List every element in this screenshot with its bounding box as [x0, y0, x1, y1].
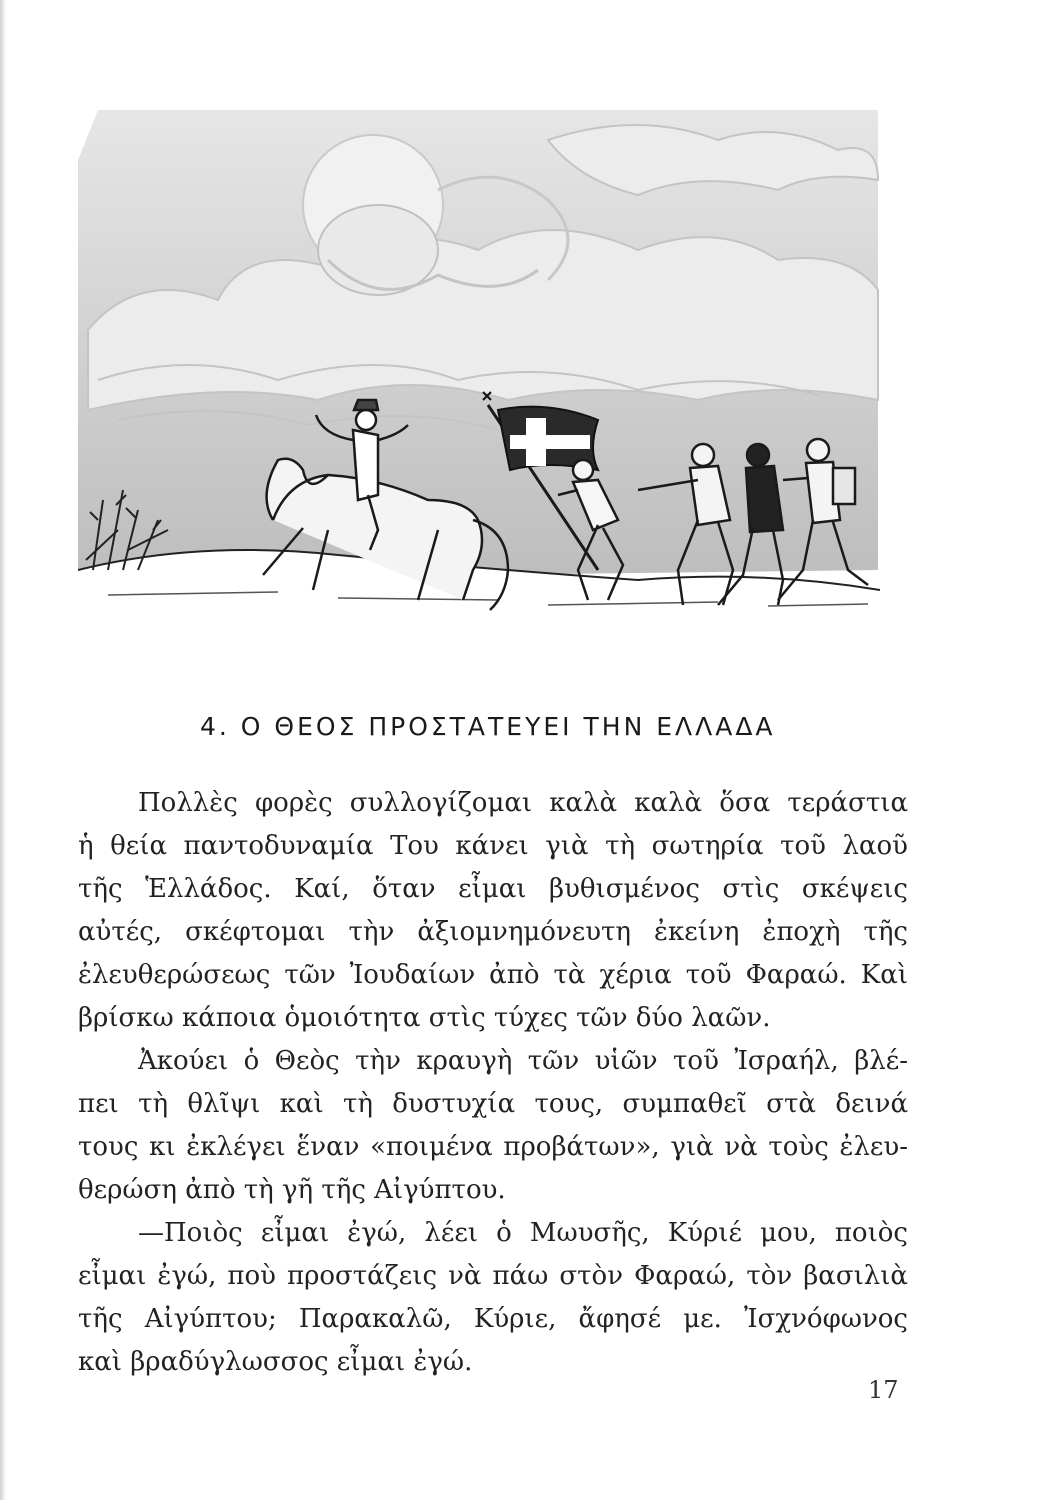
- text-line: εἶμαι ἐγώ, ποὺ προστάζεις νὰ πάω στὸν Φαραώ, τὸν βασιλιὰ: [78, 1261, 908, 1291]
- paragraph-2: [78, 1040, 908, 1212]
- text-line: Πολλὲς φορὲς συλλογίζομαι καλὰ καλὰ ὅσα τεράστια: [138, 788, 908, 818]
- page-number: 17: [868, 1376, 899, 1404]
- chapter-title: 4. Ο ΘΕΟΣ ΠΡΟΣΤΑΤΕΥΕΙ ΤΗΝ ΕΛΛΑΔΑ: [200, 712, 776, 741]
- page-edge: [0, 0, 6, 1500]
- text-line: θερώση ἀπὸ τὴ γῆ τῆς Αἰγύπτου.: [78, 1175, 506, 1205]
- text-line: τους κι ἐκλέγει ἕναν «ποιμένα προβάτων», γιὰ νὰ τοὺς ἐλευ-: [78, 1132, 908, 1162]
- text-line: τῆς Αἰγύπτου; Παρακαλῶ, Κύριε, ἄφησέ με. Ἰσχνόφωνος: [78, 1304, 908, 1334]
- paragraph-1: [78, 782, 908, 1040]
- illustration: [78, 100, 880, 630]
- text-line: ἐλευθερώσεως τῶν Ἰουδαίων ἀπὸ τὰ χέρια τοῦ Φαραώ. Καὶ: [78, 960, 908, 990]
- text-line: —Ποιὸς εἶμαι ἐγώ, λέει ὁ Μωυσῆς, Κύριέ μου, ποιὸς: [138, 1218, 908, 1248]
- text-line: Ἀκούει ὁ Θεὸς τὴν κραυγὴ τῶν υἱῶν τοῦ Ἰσραήλ, βλέ-: [138, 1046, 908, 1076]
- text-line: τῆς Ἑλλάδος. Καί, ὅταν εἶμαι βυθισμένος στὶς σκέψεις: [78, 874, 908, 904]
- text-line: καὶ βραδύγλωσσος εἶμαι ἐγώ.: [78, 1347, 473, 1377]
- text-line: πει τὴ θλῖψι καὶ τὴ δυστυχία τους, συμπαθεῖ στὰ δεινά: [78, 1089, 908, 1119]
- paragraph-3: [78, 1212, 908, 1384]
- body-text: [78, 782, 908, 1384]
- text-line: ἡ θεία παντοδυναμία Του κάνει γιὰ τὴ σωτηρία τοῦ λαοῦ: [78, 831, 908, 861]
- text-line: αὐτές, σκέφτομαι τὴν ἀξιομνημόνευτη ἐκείνη ἐποχὴ τῆς: [78, 917, 908, 947]
- text-line: βρίσκω κάποια ὁμοιότητα στὶς τύχες τῶν δύο λαῶν.: [78, 1003, 771, 1033]
